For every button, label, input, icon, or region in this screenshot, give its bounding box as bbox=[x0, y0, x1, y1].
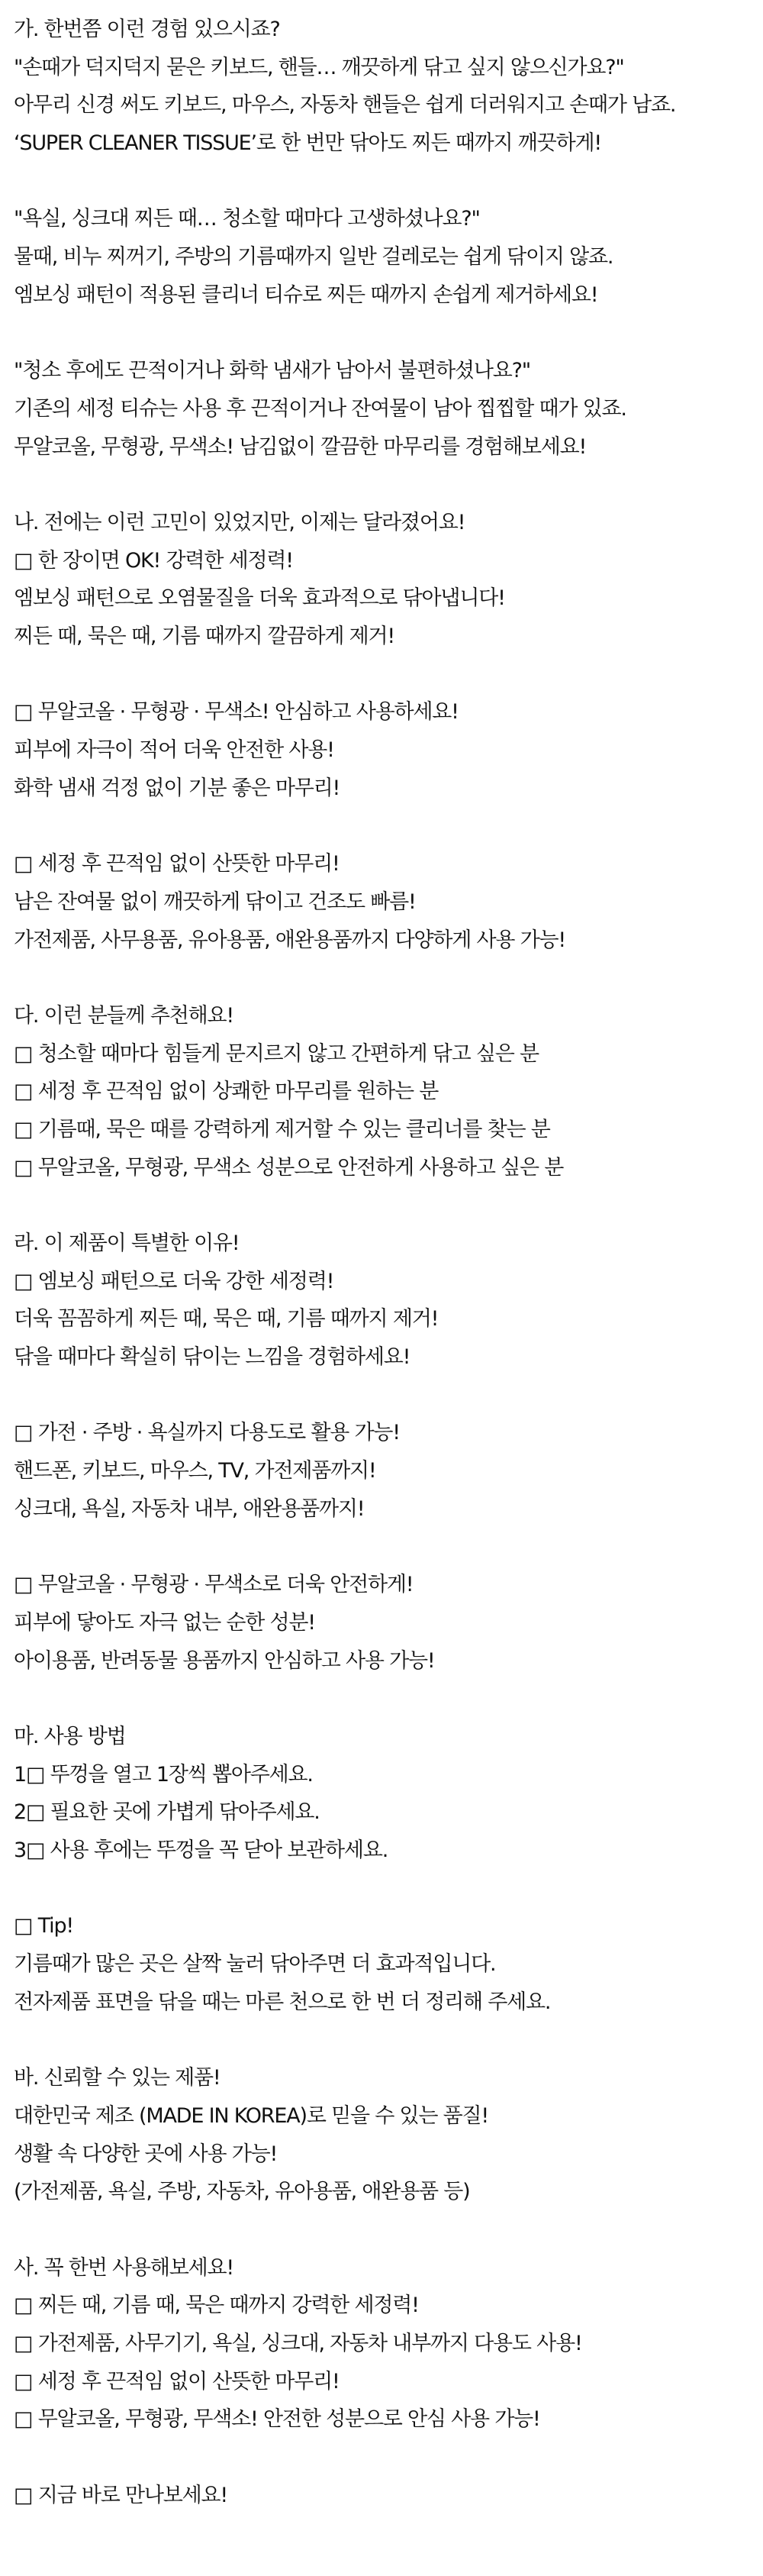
text-line: □ 가전제품, 사무기기, 욕실, 싱크대, 자동차 내부까지 다용도 사용! bbox=[14, 2331, 582, 2355]
text-line: 가전제품, 사무용품, 유아용품, 애완용품까지 다양하게 사용 가능! bbox=[14, 928, 565, 952]
section-before-after bbox=[14, 504, 749, 656]
text-line: □ 한 장이면 OK! 강력한 세정력! bbox=[14, 548, 293, 573]
section-clean-finish bbox=[14, 845, 749, 959]
paragraph-gap bbox=[14, 2211, 749, 2249]
section-extra-safe bbox=[14, 1566, 749, 1680]
text-line: □ Tip! bbox=[14, 1914, 74, 1938]
paragraph-gap bbox=[14, 1680, 749, 1718]
section-try-it bbox=[14, 2249, 749, 2439]
section-closing bbox=[14, 2477, 749, 2515]
text-line: 물때, 비누 찌꺼기, 주방의 기름때까지 일반 걸레로는 쉽게 닦이지 않죠. bbox=[14, 245, 613, 270]
paragraph-gap bbox=[14, 315, 749, 353]
section-tip bbox=[14, 1907, 749, 2021]
text-line: (가전제품, 욕실, 주방, 자동차, 유아용품, 애완용품 등) bbox=[14, 2180, 470, 2204]
text-line: □ 찌든 때, 기름 때, 묵은 때까지 강력한 세정력! bbox=[14, 2294, 419, 2318]
text-line: 남은 잔여물 없이 깨끗하게 닦이고 건조도 빠름! bbox=[14, 889, 416, 914]
text-line: □ 무알코올 · 무형광 · 무색소로 더욱 안전하게! bbox=[14, 1573, 414, 1597]
text-line: 엠보싱 패턴이 적용된 클리너 티슈로 찌든 때까지 손쉽게 제거하세요! bbox=[14, 282, 598, 307]
text-line: 대한민국 제조 (MADE IN KOREA)로 믿을 수 있는 품질! bbox=[14, 2103, 489, 2128]
text-line: 닦을 때마다 확실히 닦이는 느낌을 경험하세요! bbox=[14, 1345, 410, 1370]
paragraph-gap bbox=[14, 1377, 749, 1415]
paragraph-gap bbox=[14, 1186, 749, 1225]
text-line: □ 세정 후 끈적임 없이 산뜻한 마무리! bbox=[14, 2369, 340, 2394]
text-line: 피부에 자극이 적어 더욱 안전한 사용! bbox=[14, 738, 334, 763]
text-line: 화학 냄새 걱정 없이 기분 좋은 마무리! bbox=[14, 776, 340, 800]
text-line: 아이용품, 반려동물 용품까지 안심하고 사용 가능! bbox=[14, 1648, 435, 1673]
section-safe-ingredients bbox=[14, 693, 749, 807]
section-heading: 사. 꼭 한번 사용해보세요! bbox=[14, 2255, 233, 2280]
paragraph-gap bbox=[14, 959, 749, 997]
text-line: 전자제품 표면을 닦을 때는 마른 천으로 한 번 더 정리해 주세요. bbox=[14, 1990, 551, 2014]
text-line: 피부에 닿아도 자극 없는 순한 성분! bbox=[14, 1610, 315, 1635]
section-heading: 다. 이런 분들께 추천해요! bbox=[14, 1003, 233, 1028]
section-multipurpose bbox=[14, 1414, 749, 1528]
text-line: 생활 속 다양한 곳에 사용 가능! bbox=[14, 2142, 278, 2166]
text-line: □ 세정 후 끈적임 없이 산뜻한 마무리! bbox=[14, 852, 340, 876]
text-line: □ 세정 후 끈적임 없이 상쾌한 마무리를 원하는 분 bbox=[14, 1080, 439, 1104]
text-line: 엠보싱 패턴으로 오염물질을 더욱 효과적으로 닦아냅니다! bbox=[14, 586, 505, 611]
paragraph-gap bbox=[14, 1528, 749, 1567]
text-line: 기존의 세정 티슈는 사용 후 끈적이거나 잔여물이 남아 찝찝할 때가 있죠. bbox=[14, 396, 626, 421]
text-line: □ 무알코올 · 무형광 · 무색소! 안심하고 사용하세요! bbox=[14, 700, 459, 725]
text-line: 찌든 때, 묵은 때, 기름 때까지 깔끔하게 제거! bbox=[14, 625, 395, 648]
text-line: "손때가 덕지덕지 묻은 키보드, 핸들… 깨끗하게 닦고 싶지 않으신가요?" bbox=[14, 55, 624, 79]
paragraph-gap bbox=[14, 466, 749, 504]
section-how-to-use bbox=[14, 1718, 749, 1870]
text-line: □ 무알코올, 무형광, 무색소! 안전한 성분으로 안심 사용 가능! bbox=[14, 2407, 540, 2432]
section-heading: 바. 신뢰할 수 있는 제품! bbox=[14, 2066, 221, 2090]
paragraph-gap bbox=[14, 807, 749, 845]
text-line: 2□ 필요한 곳에 가볍게 닦아주세요. bbox=[14, 1800, 320, 1825]
text-line: 무알코올, 무형광, 무색소! 남김없이 깔끔한 마무리를 경험해보세요! bbox=[14, 434, 587, 459]
product-description-document bbox=[14, 11, 749, 2514]
section-recommended-for bbox=[14, 997, 749, 1186]
paragraph-gap bbox=[14, 163, 749, 201]
text-line: □ 가전 · 주방 · 욕실까지 다용도로 활용 가능! bbox=[14, 1421, 400, 1445]
paragraph-gap bbox=[14, 2021, 749, 2059]
section-heading: 나. 전에는 이런 고민이 있었지만, 이제는 달라졌어요! bbox=[14, 510, 465, 534]
text-line: 더욱 꼼꼼하게 찌든 때, 묵은 때, 기름 때까지 제거! bbox=[14, 1307, 439, 1332]
section-heading: 라. 이 제품이 특별한 이유! bbox=[14, 1232, 240, 1255]
paragraph-gap bbox=[14, 1870, 749, 1908]
section-heading: 마. 사용 방법 bbox=[14, 1724, 126, 1748]
section-trusted-product bbox=[14, 2059, 749, 2211]
text-line: □ 무알코올, 무형광, 무색소 성분으로 안전하게 사용하고 싶은 분 bbox=[14, 1155, 564, 1180]
text-line: 아무리 신경 써도 키보드, 마우스, 자동차 핸들은 쉽게 더러워지고 손때가 남죠. bbox=[14, 93, 676, 118]
text-line: □ 엠보싱 패턴으로 더욱 강한 세정력! bbox=[14, 1269, 334, 1293]
section-special-reasons bbox=[14, 1225, 749, 1377]
text-line: □ 청소할 때마다 힘들게 문지르지 않고 간편하게 닦고 싶은 분 bbox=[14, 1041, 539, 1066]
text-line: 1□ 뚜껑을 열고 1장씩 뽑아주세요. bbox=[14, 1762, 313, 1787]
text-line: 3□ 사용 후에는 뚜껑을 꼭 닫아 보관하세요. bbox=[14, 1838, 388, 1862]
text-line: "청소 후에도 끈적이거나 화학 냄새가 남아서 불편하셨나요?" bbox=[14, 359, 531, 383]
section-residue-question bbox=[14, 352, 749, 466]
paragraph-gap bbox=[14, 656, 749, 694]
section-heading: 가. 한번쯤 이런 경험 있으시죠? bbox=[14, 18, 280, 41]
text-line: "욕실, 싱크대 찌든 때… 청소할 때마다 고생하셨나요?" bbox=[14, 207, 480, 231]
section-bathroom-question bbox=[14, 200, 749, 314]
text-line: 핸드폰, 키보드, 마우스, TV, 가전제품까지! bbox=[14, 1459, 376, 1483]
section-experience-intro bbox=[14, 11, 749, 163]
text-line: ‘SUPER CLEANER TISSUE’로 한 번만 닦아도 찌든 때까지 깨끗하게! bbox=[14, 131, 601, 156]
paragraph-gap bbox=[14, 2439, 749, 2477]
text-line: □ 지금 바로 만나보세요! bbox=[14, 2483, 228, 2507]
text-line: 싱크대, 욕실, 자동차 내부, 애완용품까지! bbox=[14, 1496, 365, 1521]
text-line: 기름때가 많은 곳은 살짝 눌러 닦아주면 더 효과적입니다. bbox=[14, 1952, 496, 1977]
text-line: □ 기름때, 묵은 때를 강력하게 제거할 수 있는 클리너를 찾는 분 bbox=[14, 1117, 550, 1141]
